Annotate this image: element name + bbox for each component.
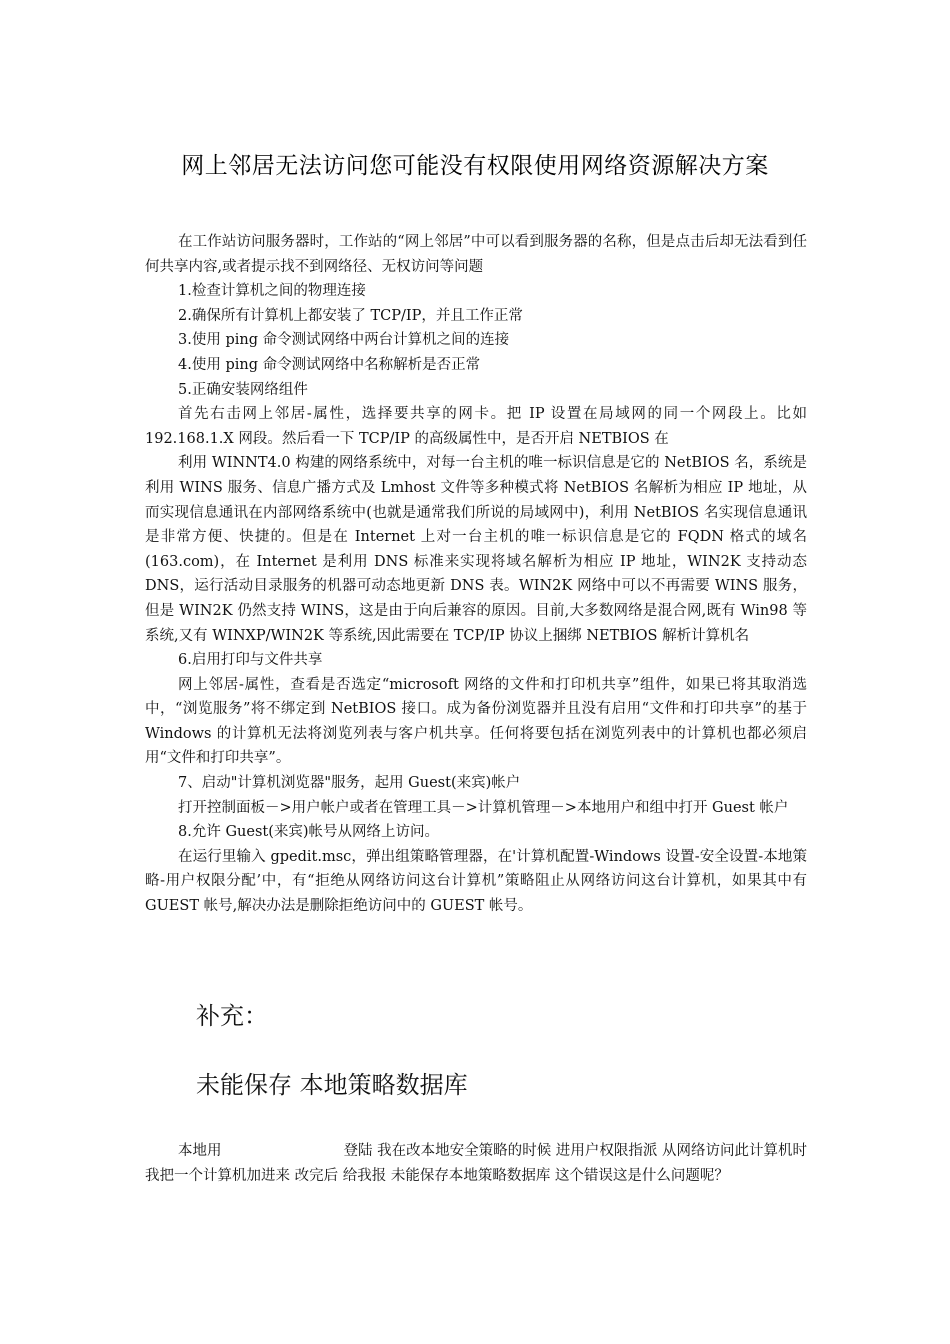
- paragraph-step-4: 4.使用 ping 命令测试网络中名称解析是否正常: [178, 356, 481, 373]
- question-text: [145, 1139, 807, 1188]
- paragraph-step-5: 5.正确安装网络组件: [178, 381, 308, 398]
- paragraph-file-sharing: 网上邻居-属性，查看是否选定“microsoft 网络的文件和打印机共享”组件，如果已将其取消选中，“浏览服务”将不绑定到 NetBIOS 接口。成为备份浏览器并且没有启用“文件和打印共享”的基于 Windows 的计算机无法将浏览列表与客户机共享。任何将要包括在浏览列表中的计算机也都必须启用“文件和打印共享”。: [145, 676, 807, 767]
- paragraph-network-card: 首先右击网上邻居-属性，选择要共享的网卡。把 IP 设置在局域网的同一个网段上。比如 192.168.1.X 网段。然后看一下 TCP/IP 的高级属性中，是否开启 NETBIOS 在: [145, 406, 807, 447]
- paragraph-step-3: 3.使用 ping 命令测试网络中两台计算机之间的连接: [178, 332, 510, 349]
- document-body: [145, 230, 807, 919]
- paragraph-intro: 在工作站访问服务器时，工作站的“网上邻居”中可以看到服务器的名称，但是点击后却无法看到任何共享内容,或者提示找不到网络径、无权访问等问题: [145, 234, 807, 275]
- paragraph-gpedit: 在运行里输入 gpedit.msc，弹出组策略管理器，在'计算机配置-Windows 设置-安全设置-本地策略-用户权限分配’中，有“拒绝从网络访问这台计算机”策略阻止从网络访问这台计算机，如果其中有 GUEST 帐号,解决办法是删除拒绝访问中的 GUEST 帐号。: [145, 848, 807, 915]
- paragraph-step-2: 2.确保所有计算机上都安装了 TCP/IP，并且工作正常: [178, 307, 523, 324]
- paragraph-step-8: 8.允许 Guest(来宾)帐号从网络上访问。: [178, 824, 440, 841]
- paragraph-step-6: 6.启用打印与文件共享: [178, 652, 323, 669]
- question-paragraph: [145, 1139, 807, 1188]
- question-start: 本地用: [178, 1143, 222, 1159]
- paragraph-guest-account: 打开控制面板－>用户帐户或者在管理工具－>计算机管理－>本地用户和组中打开 Guest 帐户: [178, 799, 789, 816]
- paragraph-netbios: 利用 WINNT4.0 构建的网络系统中，对每一台主机的唯一标识信息是它的 NetBIOS 名，系统是利用 WINS 服务、信息广播方式及 Lmhost 文件等多种模式将 NetBIOS 名解析为相应 IP 地址，从而实现信息通讯在内部网络系统中(也就是通常我们所说的局域网中)，利用 NetBIOS 名实现信息通讯是非常方便、快捷的。但是在 Internet 上对一台主机的唯一标识信息是它的 FQDN 格式的域名(163.com)，在 Internet 是利用 DNS 标准来实现将域名解析为相应 IP 地址，WIN2K 支持动态 DNS，运行活动目录服务的机器可动态地更新 DNS 表。WIN2K 网络中可以不再需要 WINS 服务，但是 WIN2K 仍然支持 WINS，这是由于向后兼容的原因。目前,大多数网络是混合网,既有 Win98 等系统,又有 WINXP/WIN2K 等系统,因此需要在 TCP/IP 协议上捆绑 NETBIOS 解析计算机名: [145, 455, 807, 644]
- paragraph-step-7: 7、启动"计算机浏览器"服务，起用 Guest(来宾)帐户: [178, 775, 521, 792]
- document-title: 网上邻居无法访问您可能没有权限使用网络资源解决方案: [181, 153, 769, 179]
- paragraph-step-1: 1.检查计算机之间的物理连接: [178, 283, 366, 300]
- supplement-heading: 补充：: [196, 1002, 268, 1030]
- question-rest: 登陆 我在改本地安全策略的时候 进用户权限指派 从网络访问此计算机时 我把一个计算机加进来 改完后 给我报 未能保存本地策略数据库 这个错误这是什么问题呢？: [145, 1143, 807, 1184]
- error-heading: 未能保存 本地策略数据库: [196, 1071, 468, 1099]
